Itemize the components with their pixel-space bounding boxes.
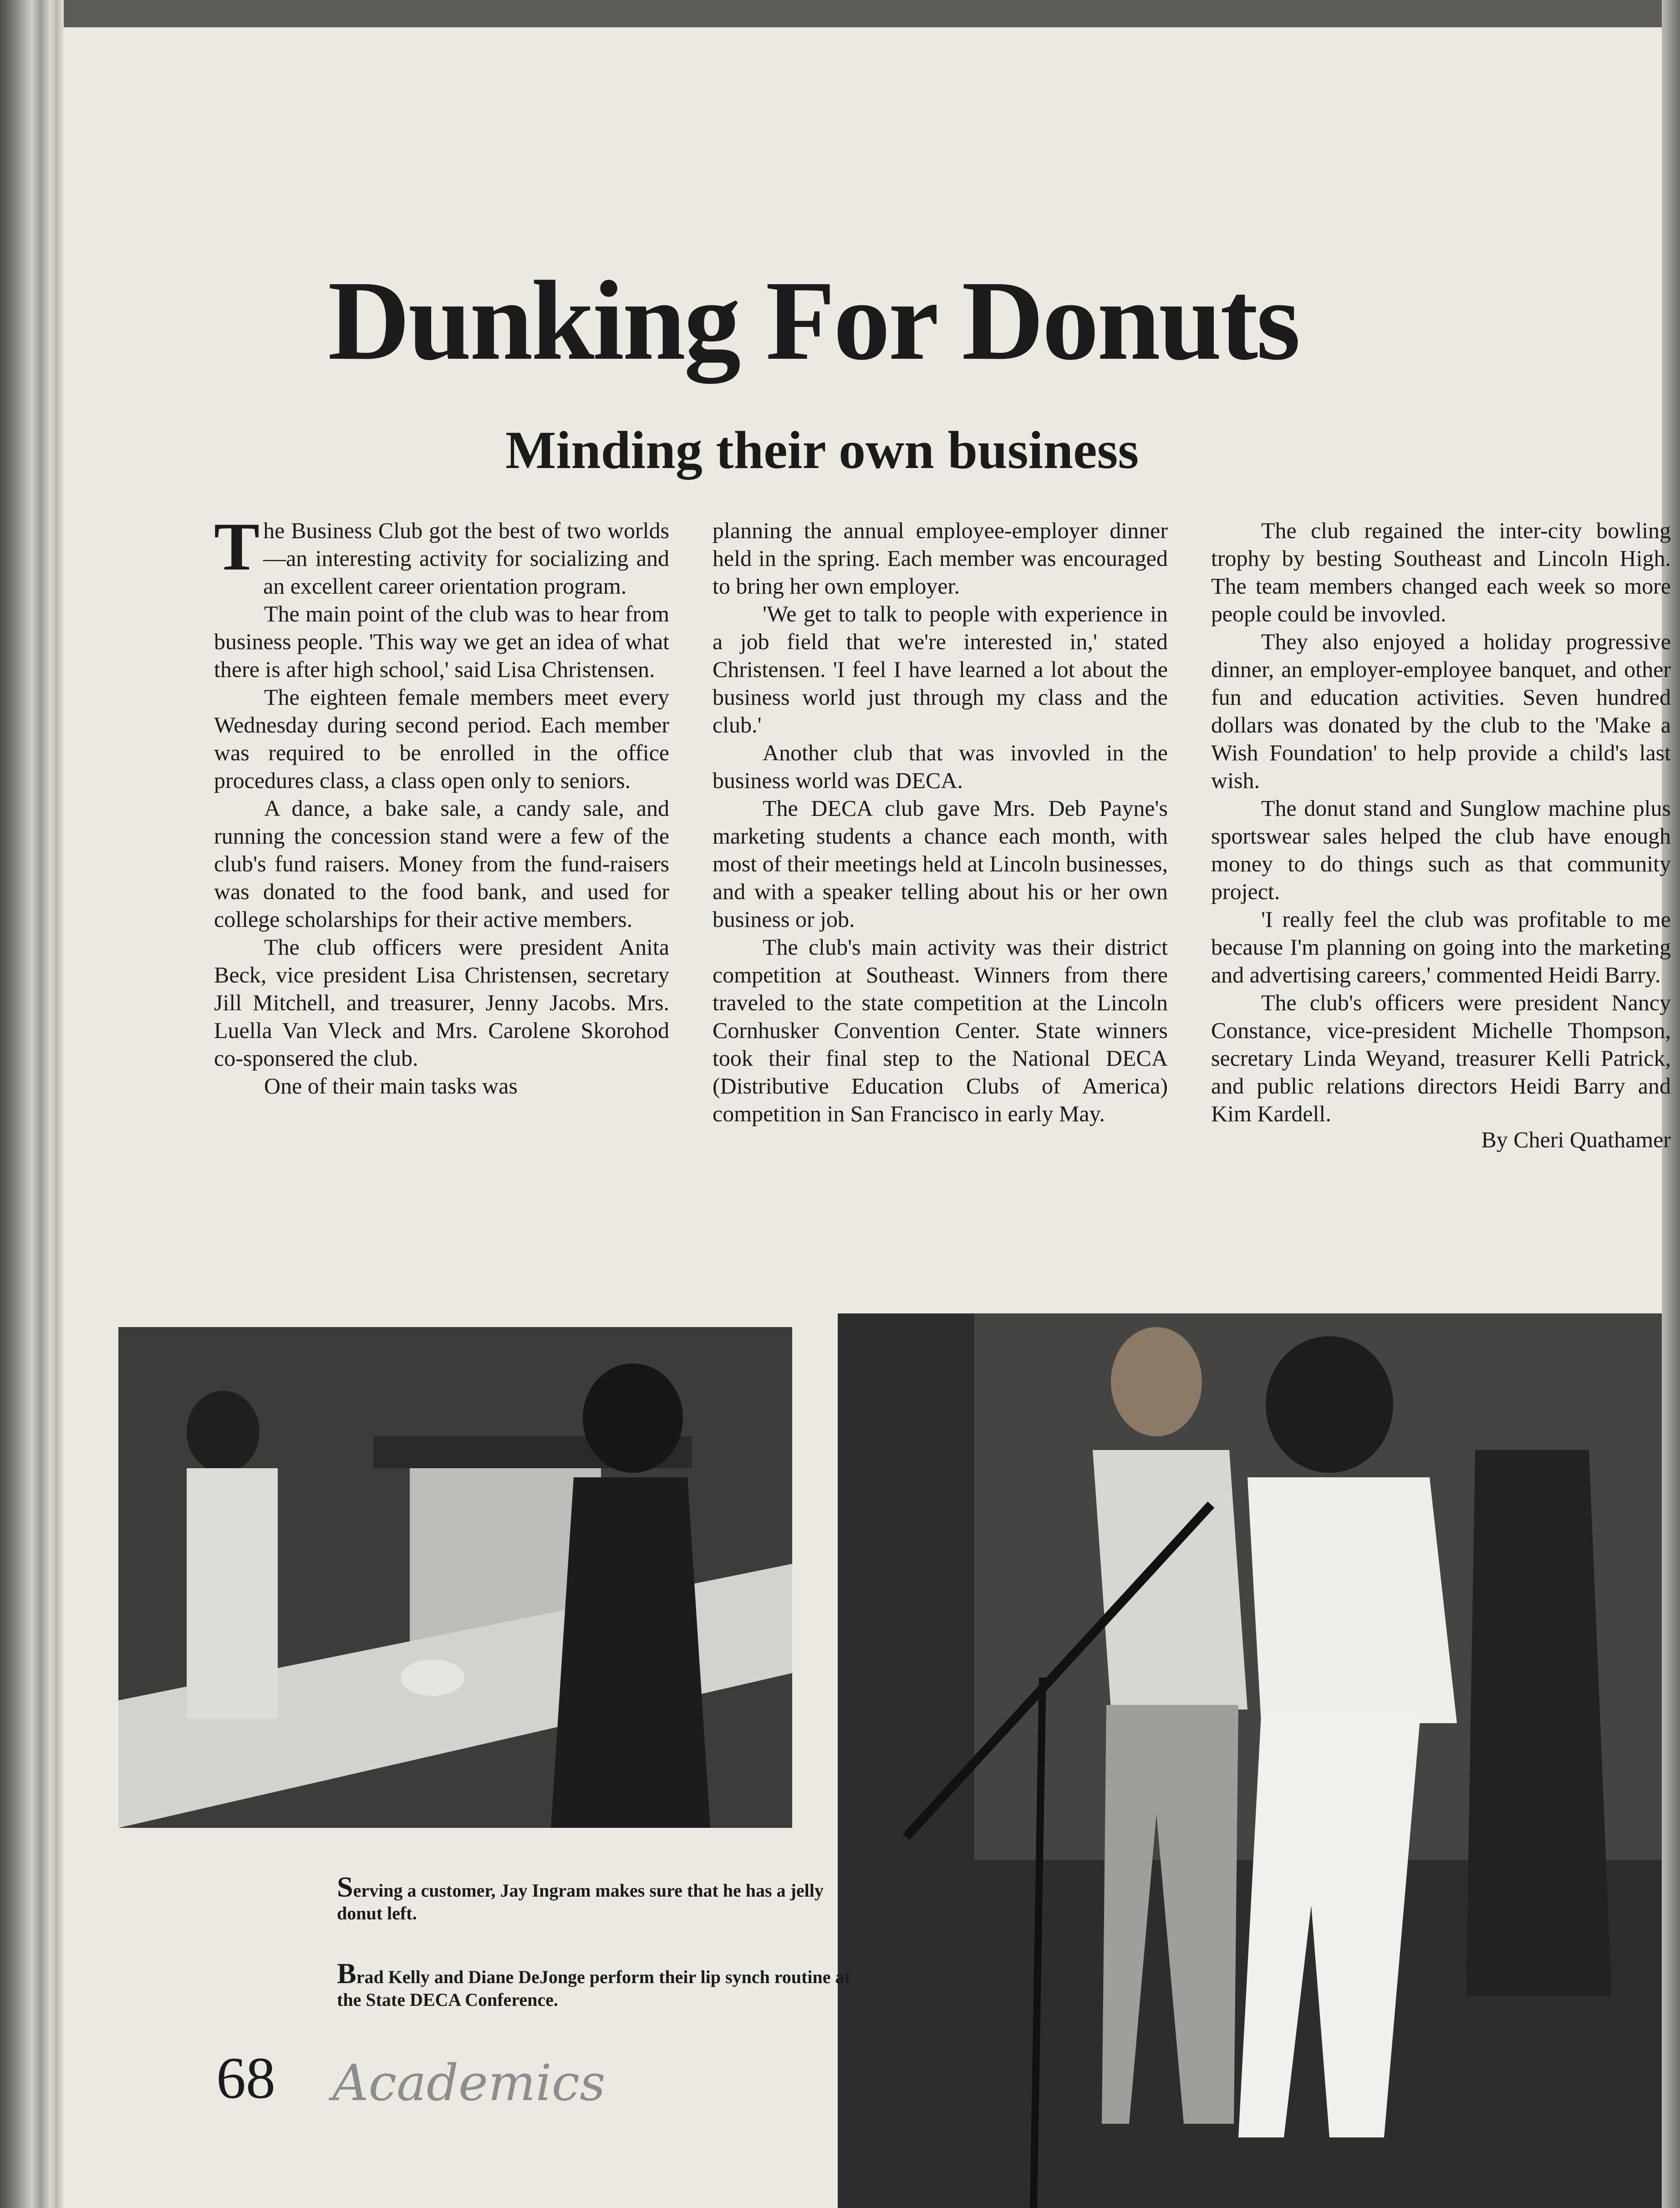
paragraph: The DECA club gave Mrs. Deb Payne's marketing students a chance each month, with most of their meetings held at Lincoln businesses, and with a speaker telling about his or her own business or job. — [713, 795, 1168, 932]
paragraph: planning the annual employee-employer dinner held in the spring. Each member was encouraged to bring her own employer. — [713, 518, 1168, 599]
paragraph: 'We get to talk to people with experience in a job field that we're interested in,' stated Christensen. 'I feel I have learned a lot about the business world just through my class and the club.' — [713, 601, 1168, 738]
drop-cap: T — [214, 509, 260, 585]
photo-lip-synch-image — [838, 1313, 1662, 2208]
photo-donut-stand — [118, 1327, 792, 1828]
article-subtitle: Minding their own business — [505, 420, 1139, 480]
caption-initial: B — [337, 1957, 356, 1989]
article-column-3 — [1211, 517, 1671, 1154]
page-number: 68 — [216, 2045, 275, 2111]
paragraph: The club's officers were president Nancy Constance, vice-president Michelle Thompson, secretary Linda Weyand, treasurer Kelli Patrick, and public relations directors Heidi Barry and Kim Kardell. — [1211, 990, 1671, 1126]
paragraph: One of their main tasks was — [264, 1073, 518, 1099]
paragraph: They also enjoyed a holiday progressive dinner, an employer-employee banquet, and other fun and education activities. Seven hundred dollars was donated by the club to the 'Make a Wish Foundation' to help provide a child's last wish. — [1211, 629, 1671, 793]
scan-top-edge — [0, 0, 1680, 27]
yearbook-page — [64, 27, 1671, 2208]
article-title: Dunking For Donuts — [328, 258, 1299, 384]
paragraph: The main point of the club was to hear from business people. 'This way we get an idea of what there is after high school,' said Lisa Christensen. — [214, 601, 669, 682]
section-label: Academics — [332, 2054, 606, 2112]
article-column-1 — [214, 509, 669, 1100]
caption-initial: S — [337, 1871, 353, 1903]
photo-donut-stand-image — [118, 1327, 792, 1828]
book-binding — [0, 0, 64, 2208]
photo-lip-synch — [838, 1313, 1662, 2208]
paragraph: The club's main activity was their district competition at Southeast. Winners from there traveled to the state competition at the Lincoln Cornhusker Convention Center. State winners took their final step to the National DECA (Distributive Education Clubs of America) competition in San Francisco in early May. — [713, 934, 1168, 1126]
paragraph: A dance, a bake sale, a candy sale, and running the concession stand were a few of the club's fund raisers. Money from the fund-raisers was donated to the food bank, and used for college scholarships for their active members. — [214, 795, 669, 932]
caption-text: erving a customer, Jay Ingram makes sure that he has a jelly donut left. — [337, 1880, 824, 1923]
photo-caption-2 — [337, 1957, 865, 2011]
byline: By Cheri Quathamer — [1481, 1127, 1671, 1152]
paragraph: 'I really feel the club was profitable to me because I'm planning on going into the marketing and advertising careers,' commented Heidi Barry. — [1211, 906, 1671, 987]
paragraph: The donut stand and Sunglow machine plus sportswear sales helped the club have enough money to do things such as that community project. — [1211, 795, 1671, 904]
caption-text: rad Kelly and Diane DeJonge perform their lip synch routine at the State DECA Conference. — [337, 1967, 850, 2010]
paragraph: The Business Club got the best of two worlds—an interesting activity for socializing and an excellent career orientation program. — [214, 509, 669, 599]
paragraph: Another club that was invovled in the business world was DECA. — [713, 740, 1168, 793]
paragraph: The club officers were president Anita Beck, vice president Lisa Christensen, secretary Jill Mitchell, and treasurer, Jenny Jacobs. Mrs. Luella Van Vleck and Mrs. Carolene Skorohod co-sponsered the club. — [214, 934, 669, 1071]
paragraph: The club regained the inter-city bowling trophy by besting Southeast and Lincoln High. The team members changed each week so more people could be invovled. — [1211, 518, 1671, 626]
paragraph: The eighteen female members meet every Wednesday during second period. Each member was required to be enrolled in the office procedures class, a class open only to seniors. — [214, 684, 669, 793]
photo-caption-1 — [337, 1871, 865, 1925]
article-column-2 — [713, 517, 1168, 1128]
